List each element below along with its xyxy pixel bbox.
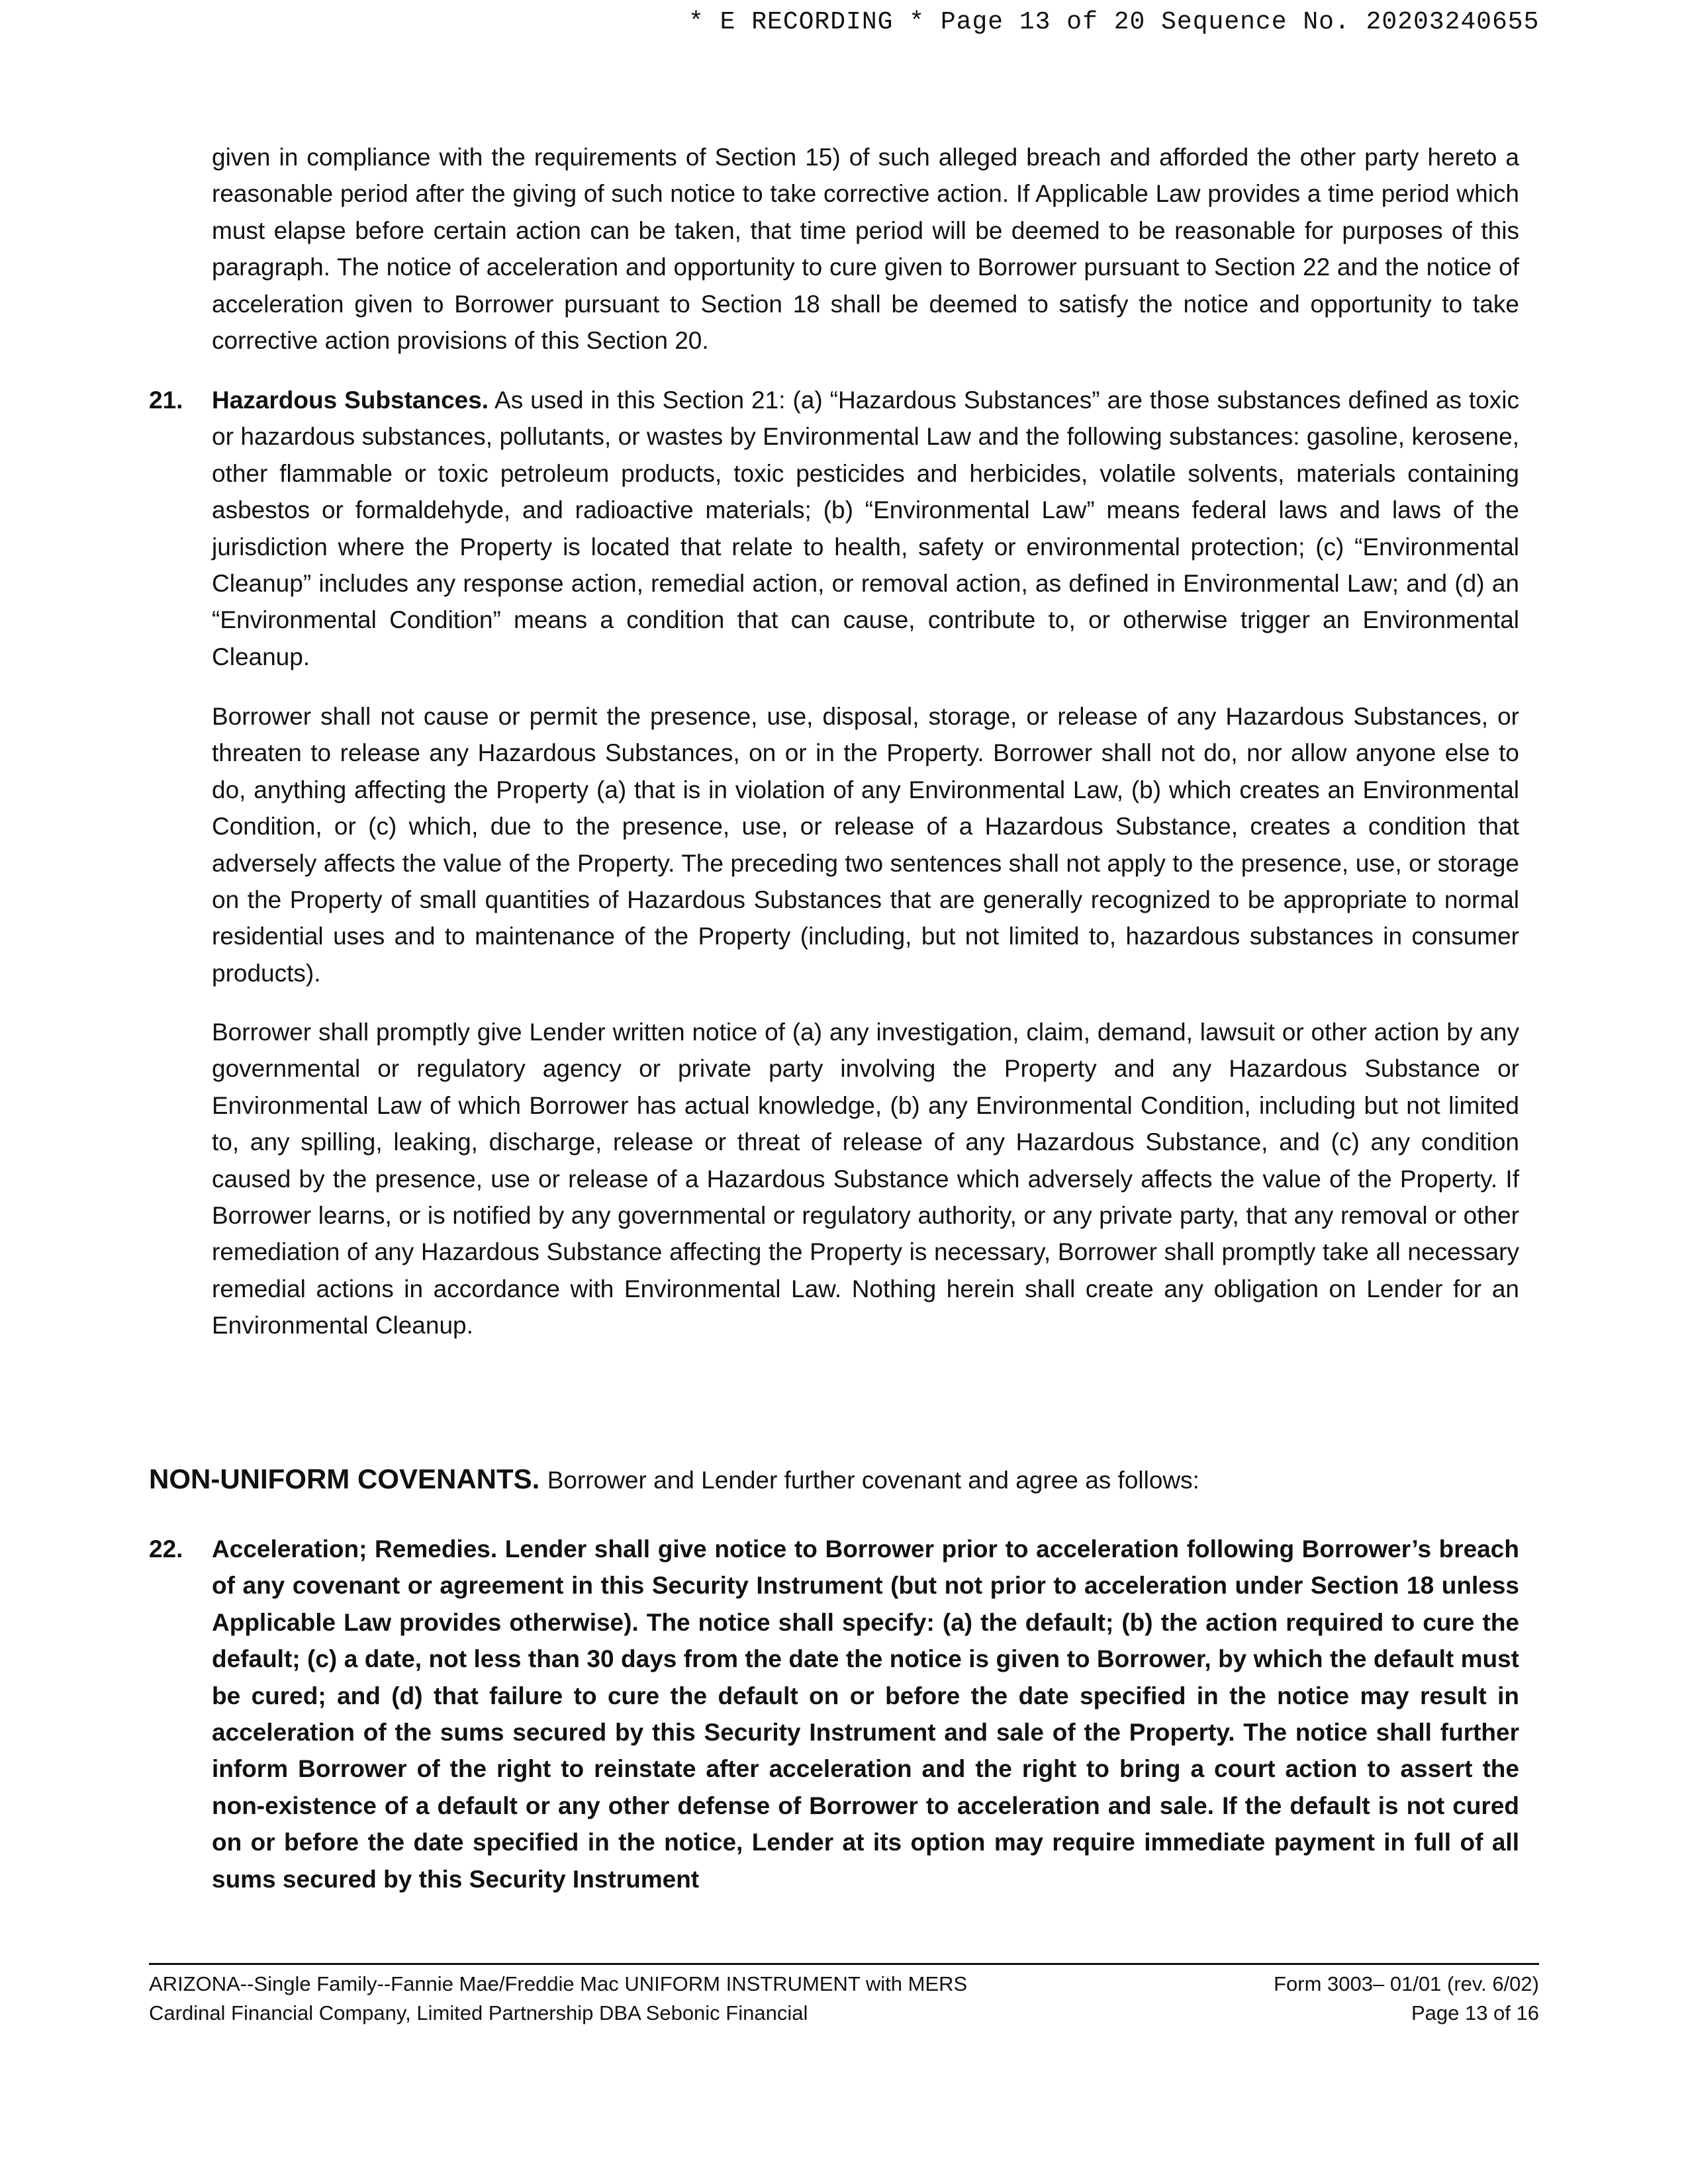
section-21-paragraph-3: Borrower shall promptly give Lender written notice of (a) any investigation, claim, demand, lawsuit or other action by any governmental or regulatory agency or private party involving the Property and any Hazardous Substance or Environmental Law of which Borrower has actual knowledge, (b) any Environmental Condition, including but not limited to, any spilling, leaking, discharge, release or threat of release of any Hazardous Substance, and (c) any condition caused by the presence, use or release of a Hazardous Substance which adversely affects the value of the Property. If Borrower learns, or is notified by any governmental or regulatory authority, or any private party, that any removal or other remediation of any Hazardous Substance affecting the Property is necessary, Borrower shall promptly take all necessary remedial actions in accordance with Environmental Law. Nothing herein shall create any obligation on Lender for an Environmental Cleanup. xyxy=(212,1019,1519,1340)
non-uniform-text: Borrower and Lender further covenant and agree as follows: xyxy=(547,1467,1199,1494)
footer-form-number: Form 3003– 01/01 (rev. 6/02) xyxy=(1274,1972,1539,1995)
section-20-continued: given in compliance with the requirements of Section 15) of such alleged breach and afforded the other party hereto a reasonable period after the giving of such notice to take corrective action. If Applicable Law provides a time period which must elapse before certain action can be taken, that time period will be deemed to be reasonable for purposes of this paragraph. The notice of acceleration and opportunity to cure given to Borrower pursuant to Section 22 and the notice of acceleration given to Borrower pursuant to Section 18 shall be deemed to satisfy the notice and opportunity to take corrective action provisions of this Section 20. xyxy=(212,144,1519,355)
recording-stamp: * E RECORDING * Page 13 of 20 Sequence No. 20203240655 xyxy=(688,8,1540,36)
section-21-paragraph-2: Borrower shall not cause or permit the presence, use, disposal, storage, or release of any Hazardous Substances, or threaten to release any Hazardous Substances, on or in the Property. Borrower shall not do, nor allow anyone else to do, anything affecting the Property (a) that is in violation of any Environmental Law, (b) which creates an Environmental Condition, or (c) which, due to the presence, use, or release of a Hazardous Substance, creates a condition that adversely affects the value of the Property. The preceding two sentences shall not apply to the presence, use, or storage on the Property of small quantities of Hazardous Substances that are generally recognized to be appropriate to normal residential uses and to maintenance of the Property (including, but not limited to, hazardous substances in consumer products). xyxy=(212,703,1519,987)
section-22-text: Lender shall give notice to Borrower prior to acceleration following Borrower’s breach of any covenant or agreement in this Security Instrument (but not prior to acceleration under Section 18 unless Applicable Law provides otherwise). The notice shall specify: (a) the default; (b) the action required to cure the default; (c) a date, not less than 30 days from the date the notice is given to Borrower, by which the default must be cured; and (d) that failure to cure the default on or before the date specified in the notice may result in acceleration of the sums secured by this Security Instrument and sale of the Property. The notice shall further inform Borrower of the right to reinstate after acceleration and the right to bring a court action to assert the non-existence of a default or any other defense of Borrower to acceleration and sale. If the default is not cured on or before the date specified in the notice, Lender at its option may require immediate payment in full of all sums secured by this Security Instrument xyxy=(212,1535,1519,1893)
footer-divider xyxy=(149,1963,1539,1965)
non-uniform-covenants xyxy=(149,1461,1539,1499)
footer-right xyxy=(1142,1970,1539,2028)
footer-form-title: ARIZONA--Single Family--Fannie Mae/Freddie Mac UNIFORM INSTRUMENT with MERS xyxy=(149,1972,968,1995)
footer-lender: Cardinal Financial Company, Limited Partnership DBA Sebonic Financial xyxy=(149,2001,808,2025)
section-21-paragraph-1 xyxy=(212,382,1519,675)
section-21-title: Hazardous Substances. xyxy=(212,387,489,414)
footer-page-number: Page 13 of 16 xyxy=(1411,2001,1539,2025)
footer-left xyxy=(149,1970,1076,2028)
non-uniform-heading: NON-UNIFORM COVENANTS. xyxy=(149,1463,540,1494)
section-21-p1-text: As used in this Section 21: (a) “Hazardous Substances” are those substances defined as toxic or hazardous substances, pollutants, or wastes by Environmental Law and the following substances: gasoline, kerosene, other flammable or toxic petroleum products, toxic pesticides and herbicides, volatile solvents, materials containing asbestos or formaldehyde, and radioactive materials; (b) “Environmental Law” means federal laws and laws of the jurisdiction where the Property is located that relate to health, safety or environmental protection; (c) “Environmental Cleanup” includes any response action, remedial action, or removal action, as defined in Environmental Law; and (d) an “Environmental Condition” means a condition that can cause, contribute to, or otherwise trigger an Environmental Cleanup. xyxy=(212,387,1520,670)
section-22-number: 22. xyxy=(149,1535,183,1563)
section-22-title: Acceleration; Remedies. xyxy=(212,1535,498,1563)
section-21-number: 21. xyxy=(149,387,183,414)
section-22-paragraph xyxy=(212,1531,1519,1897)
